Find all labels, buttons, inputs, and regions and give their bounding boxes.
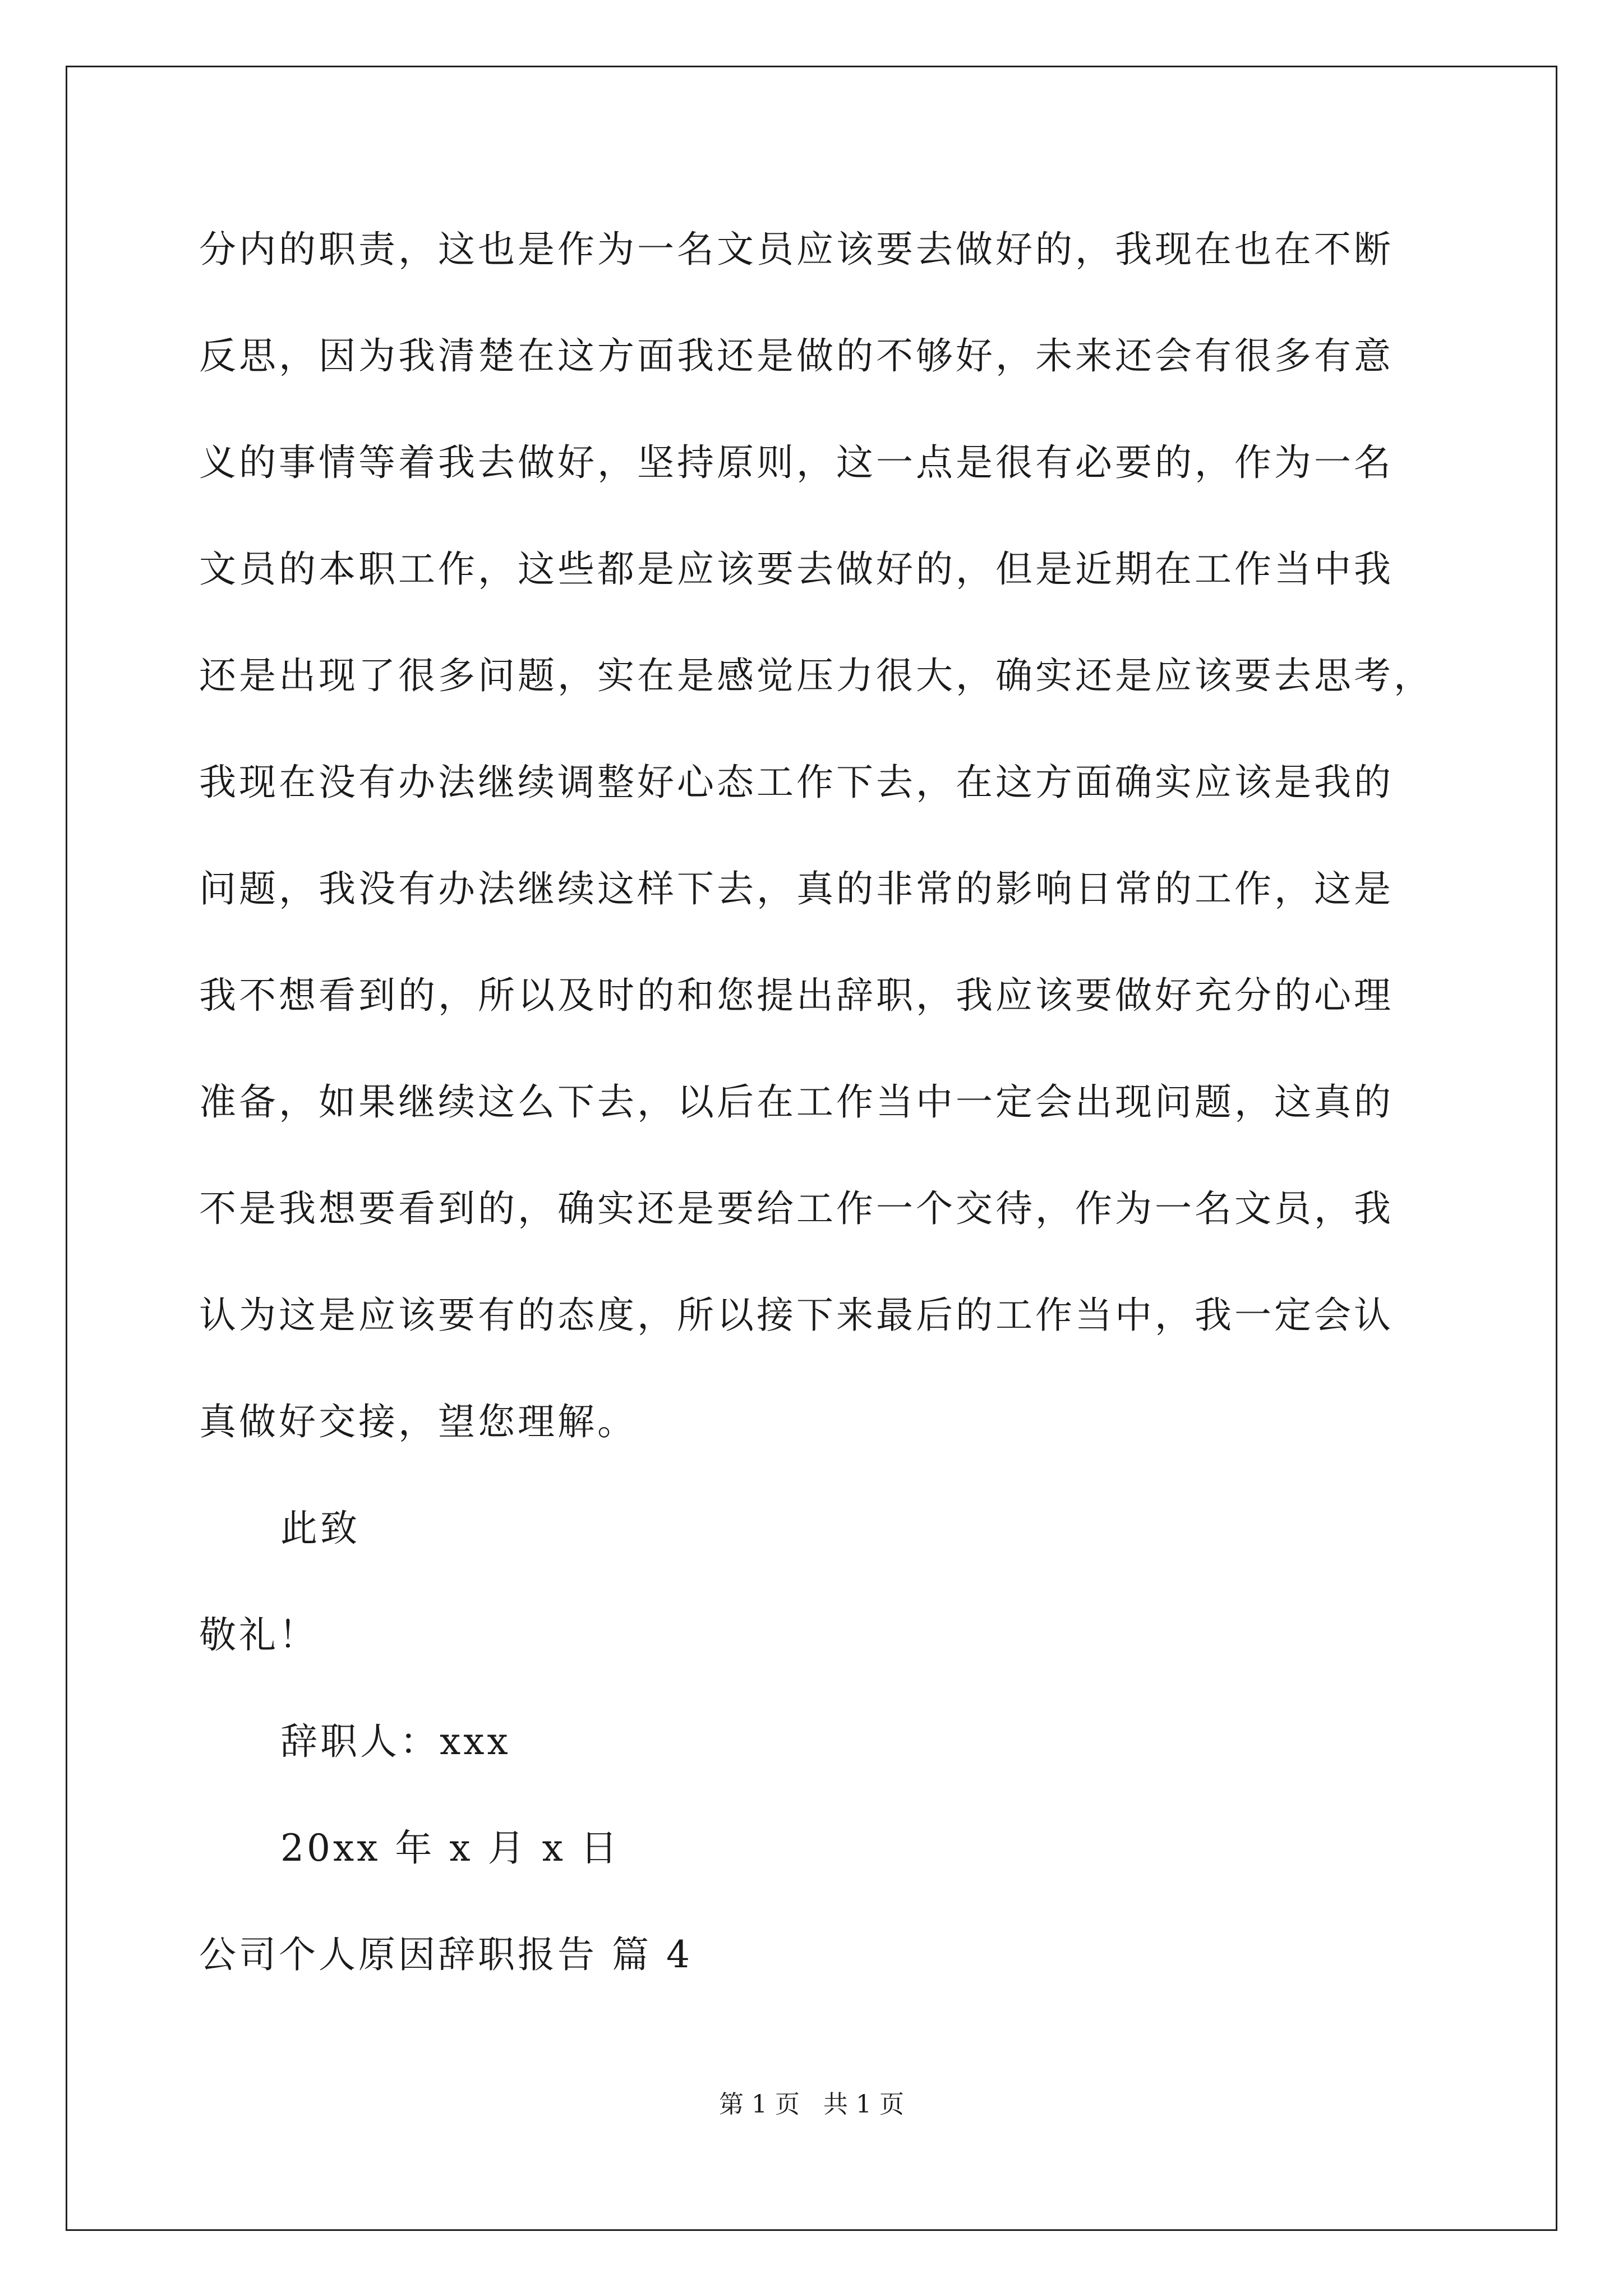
signer-text: 辞职人：xxx <box>280 1720 511 1763</box>
body-line-4: 文员的本职工作，这些都是应该要去做好的，但是近期在工作当中我 <box>199 547 1394 591</box>
body-line-7: 问题，我没有办法继续这样下去，真的非常的影响日常的工作，这是 <box>199 867 1394 910</box>
date-text: 20xx 年 x 月 x 日 <box>280 1826 620 1870</box>
body-line-3: 义的事情等着我去做好，坚持原则，这一点是很有必要的，作为一名 <box>199 441 1394 484</box>
body-line-6: 我现在没有办法继续调整好心态工作下去，在这方面确实应该是我的 <box>199 761 1394 804</box>
body-line-5: 还是出现了很多问题，实在是感觉压力很大，确实还是应该要去思考， <box>199 654 1433 697</box>
body-line-10: 不是我想要看到的，确实还是要给工作一个交待，作为一名文员，我 <box>199 1187 1394 1230</box>
page-footer: 第 1 页 共 1 页 <box>719 2090 904 2119</box>
body-line-1: 分内的职责，这也是作为一名文员应该要去做好的，我现在也在不断 <box>199 228 1394 271</box>
closing-text: 此致 <box>280 1507 360 1550</box>
body-line-12: 真做好交接，望您理解。 <box>199 1400 637 1443</box>
body-line-11: 认为这是应该要有的态度，所以接下来最后的工作当中，我一定会认 <box>199 1294 1394 1337</box>
body-line-2: 反思，因为我清楚在这方面我还是做的不够好，未来还会有很多有意 <box>199 334 1394 378</box>
page-border <box>66 66 1557 2231</box>
salute-text: 敬礼！ <box>199 1613 319 1657</box>
next-section-heading: 公司个人原因辞职报告 篇 4 <box>199 1933 693 1976</box>
body-line-9: 准备，如果继续这么下去，以后在工作当中一定会出现问题，这真的 <box>199 1080 1394 1124</box>
body-line-8: 我不想看到的，所以及时的和您提出辞职，我应该要做好充分的心理 <box>199 974 1394 1017</box>
